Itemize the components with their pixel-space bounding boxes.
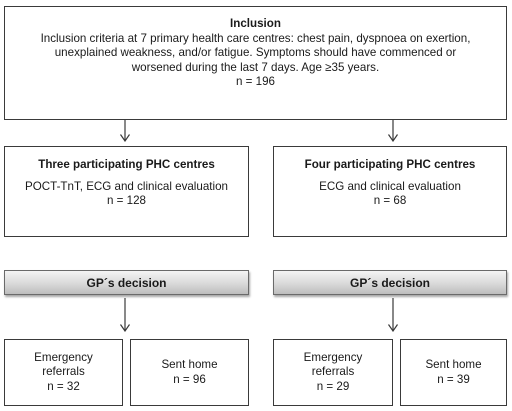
left-sent-home-label: Sent home: [161, 357, 218, 371]
right-sent-home-label: Sent home: [425, 357, 482, 371]
left-emergency-label-line-2: referrals: [42, 365, 85, 379]
right-emergency-count: n = 29: [316, 379, 350, 393]
right-sent-home-box: [400, 339, 507, 406]
right-group-description: ECG and clinical evaluation: [319, 179, 461, 193]
left-group-description: POCT-TnT, ECG and clinical evaluation: [25, 179, 228, 193]
left-group-title: Three participating PHC centres: [38, 158, 215, 171]
right-sent-home-count: n = 39: [437, 372, 470, 386]
inclusion-criteria-line-1: Inclusion criteria at 7 primary health care centres: chest pain, dyspnoea on exertion,: [40, 31, 471, 45]
right-emergency-label-line-2: referrals: [311, 365, 355, 379]
right-group-box: [273, 146, 507, 237]
right-gp-decision: GP´s decision: [273, 270, 507, 295]
left-sent-home-box: [130, 339, 249, 406]
right-group-count: n = 68: [373, 194, 407, 208]
right-emergency-referrals-box: [273, 339, 393, 406]
left-emergency-label-line-1: Emergency: [34, 350, 93, 364]
right-group-title: Four participating PHC centres: [304, 158, 476, 171]
left-gp-decision: GP´s decision: [4, 270, 249, 295]
left-group-box: [4, 146, 249, 237]
left-emergency-referrals-box: [4, 339, 123, 406]
inclusion-criteria-line-3: worsened during the last 7 days. Age ≥35 years.: [131, 60, 380, 74]
inclusion-title: Inclusion: [230, 17, 281, 30]
inclusion-criteria-line-2: unexplained weakness, and/or fatigue. Symptoms should have commenced or: [54, 46, 457, 60]
left-sent-home-count: n = 96: [173, 372, 206, 386]
left-group-count: n = 128: [106, 194, 146, 208]
right-emergency-label-line-1: Emergency: [303, 350, 363, 364]
inclusion-count: n = 196: [235, 75, 275, 89]
left-emergency-count: n = 32: [47, 379, 80, 393]
